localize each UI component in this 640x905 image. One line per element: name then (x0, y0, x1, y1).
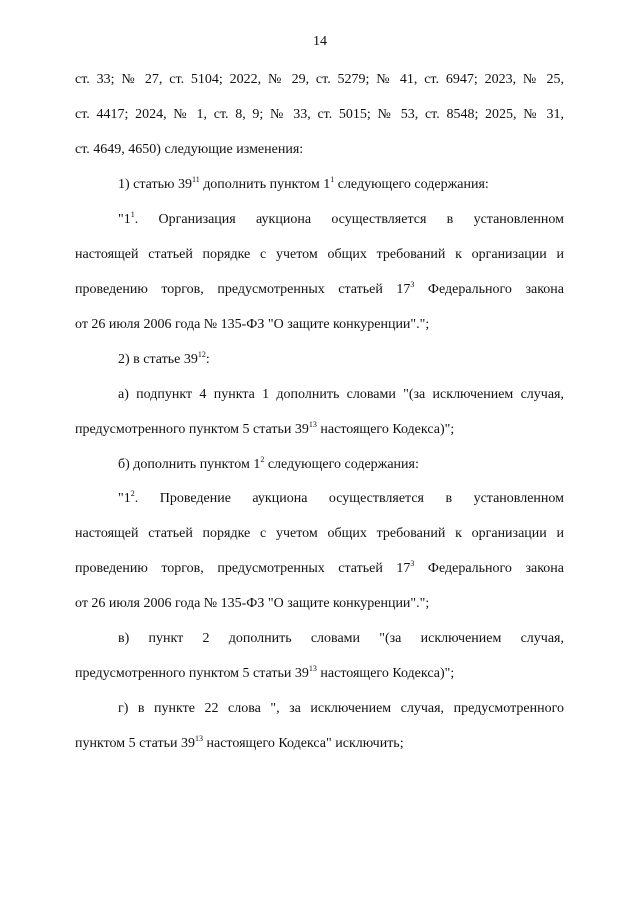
text-span: . Проведение аукциона осуществляется в установленном (134, 491, 564, 506)
text-span: настоящего Кодекса" исключить; (202, 736, 404, 751)
text-line (75, 176, 564, 194)
superscript: 11 (191, 175, 200, 184)
text-span: следующего содержания: (264, 457, 419, 472)
text-line (75, 141, 564, 159)
text-span: Федерального закона (414, 282, 564, 297)
text-line (75, 71, 564, 89)
superscript: 3 (410, 280, 415, 289)
page-number: 14 (313, 34, 327, 49)
text-line (75, 700, 564, 718)
text-line (75, 456, 564, 474)
text-span: проведению торгов, предусмотренных статьей 17 (75, 282, 411, 297)
text-span: настоящего Кодекса)"; (316, 666, 455, 681)
superscript: 2 (130, 489, 135, 498)
text-span: а) подпункт 4 пункта 1 дополнить словами "(за исключением случая, (118, 387, 564, 402)
superscript: 1 (330, 175, 335, 184)
text-line (75, 560, 564, 578)
text-span: следующего содержания: (334, 177, 489, 192)
text-line (75, 595, 564, 613)
text-line (75, 630, 564, 648)
text-line (75, 281, 564, 299)
text-line (75, 211, 564, 229)
superscript: 13 (308, 664, 317, 673)
text-span: "1 (118, 491, 131, 506)
text-span: от 26 июля 2006 года № 135-ФЗ "О защите конкуренции"."; (75, 317, 430, 332)
text-line (75, 421, 564, 439)
text-span: от 26 июля 2006 года № 135-ФЗ "О защите конкуренции"."; (75, 596, 430, 611)
text-span: 2) в статье 39 (118, 352, 198, 367)
text-line (75, 106, 564, 124)
text-line (75, 386, 564, 404)
text-span: настоящей статьей порядке с учетом общих требований к организации и (75, 247, 564, 262)
text-span: : (205, 352, 210, 367)
text-line (75, 246, 564, 264)
text-span: настоящей статьей порядке с учетом общих требований к организации и (75, 526, 564, 541)
text-span: предусмотренного пунктом 5 статьи 39 (75, 422, 309, 437)
text-span: дополнить пунктом 1 (199, 177, 331, 192)
superscript: 1 (130, 210, 135, 219)
text-span: настоящего Кодекса)"; (316, 422, 455, 437)
text-span: 1) статью 39 (118, 177, 192, 192)
text-span: ст. 4649, 4650) следующие изменения: (75, 142, 304, 157)
text-span: Федерального закона (414, 561, 564, 576)
superscript: 13 (308, 420, 317, 429)
text-span: г) в пункте 22 слова ", за исключением случая, предусмотренного (118, 701, 564, 716)
superscript: 13 (194, 734, 203, 743)
superscript: 2 (260, 455, 265, 464)
text-span: ст. 4417; 2024, № 1, ст. 8, 9; № 33, ст. 5015; № 53, ст. 8548; 2025, № 31, (75, 107, 564, 122)
text-line (75, 490, 564, 508)
text-line (75, 665, 564, 683)
text-line (75, 351, 564, 369)
superscript: 12 (197, 350, 206, 359)
text-span: пунктом 5 статьи 39 (75, 736, 195, 751)
text-span: . Организация аукциона осуществляется в установленном (134, 212, 564, 227)
text-span: б) дополнить пунктом 1 (118, 457, 261, 472)
superscript: 3 (410, 559, 415, 568)
text-span: ст. 33; № 27, ст. 5104; 2022, № 29, ст. 5279; № 41, ст. 6947; 2023, № 25, (75, 72, 564, 87)
text-span: в) пункт 2 дополнить словами "(за исключением случая, (118, 631, 564, 646)
text-line (75, 735, 564, 753)
text-span: "1 (118, 212, 131, 227)
text-span: проведению торгов, предусмотренных статьей 17 (75, 561, 411, 576)
text-line (75, 525, 564, 543)
text-line (75, 316, 564, 334)
text-span: предусмотренного пунктом 5 статьи 39 (75, 666, 309, 681)
